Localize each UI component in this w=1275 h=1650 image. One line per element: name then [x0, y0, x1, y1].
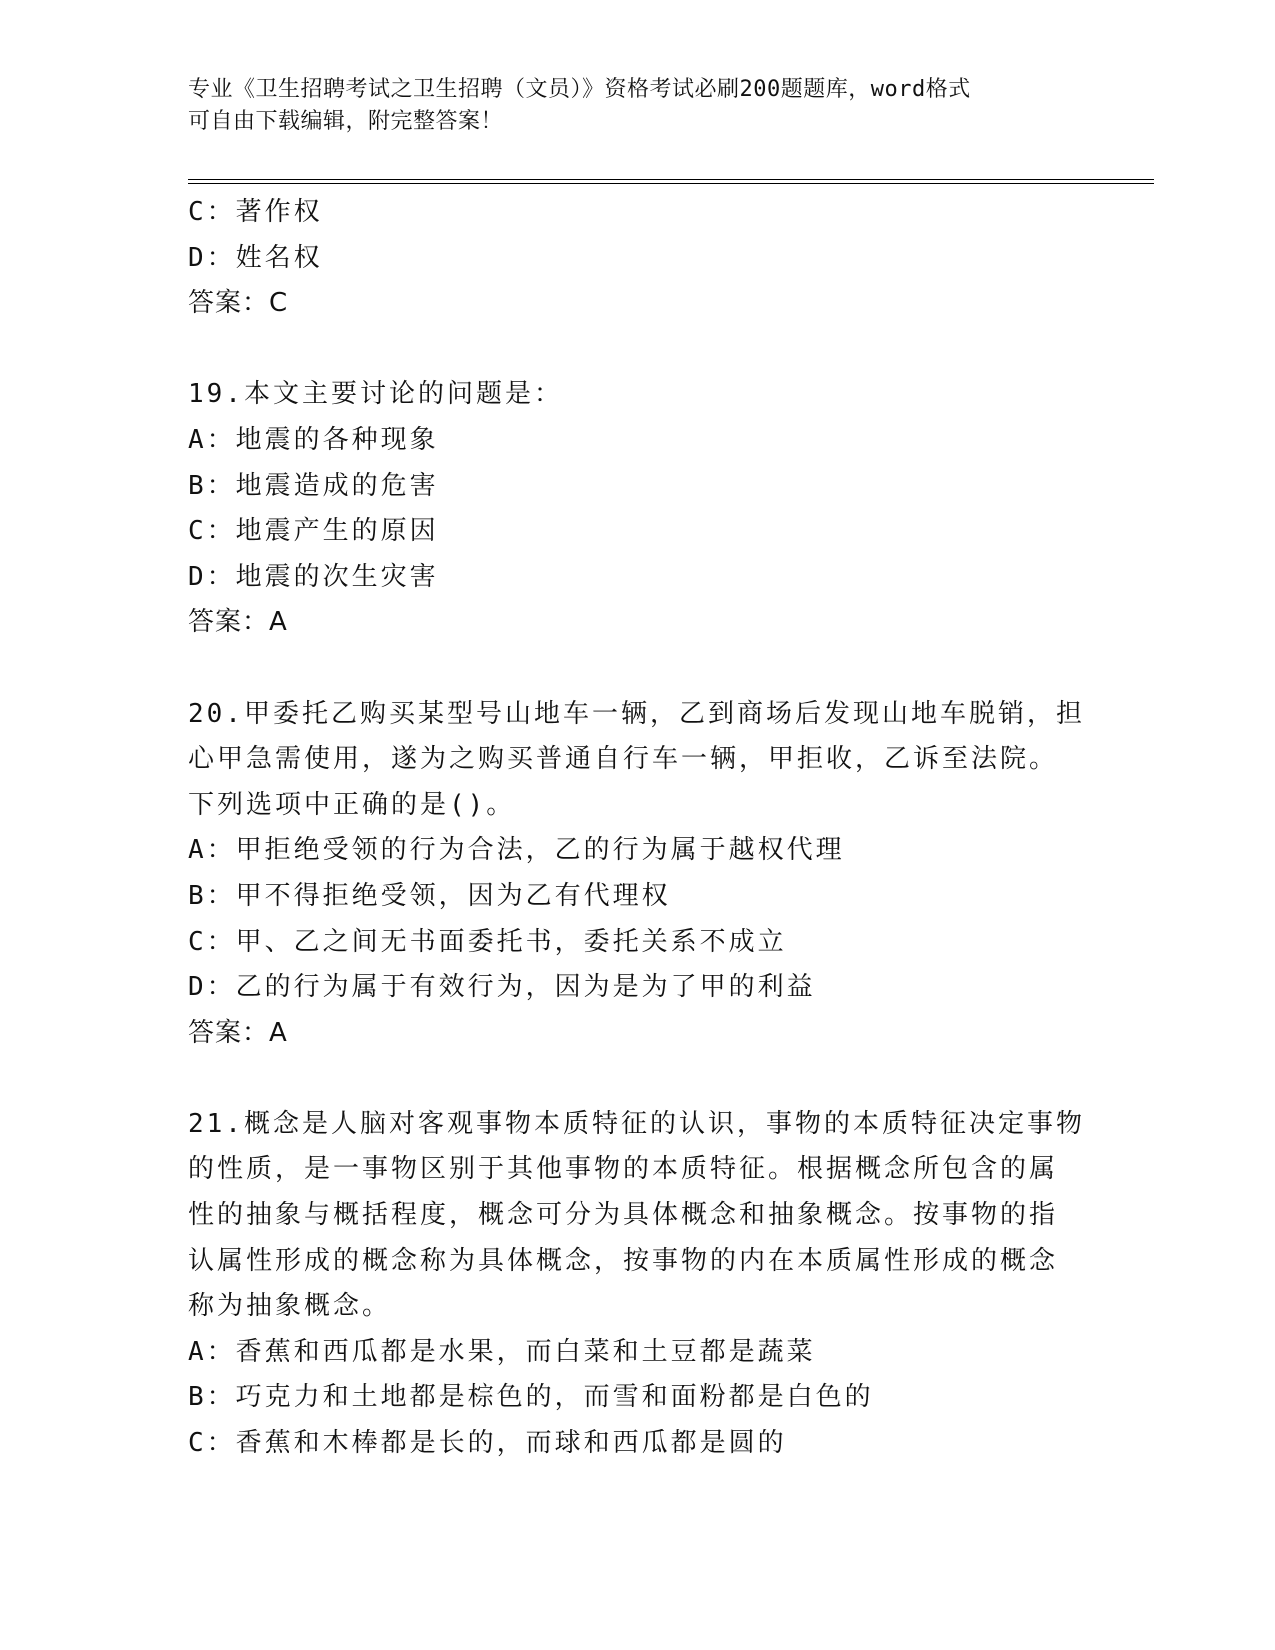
option-a: A：甲拒绝受领的行为合法，乙的行为属于越权代理 [188, 835, 845, 866]
option-b: B：甲不得拒绝受领，因为乙有代理权 [188, 880, 671, 911]
question-stem-line: 心甲急需使用，遂为之购买普通自行车一辆，甲拒收，乙诉至法院。 [188, 744, 1059, 775]
question-stem-line: 认属性形成的概念称为具体概念，按事物的内在本质属性形成的概念 [188, 1245, 1059, 1276]
answer-line: 答案：A [188, 1017, 288, 1048]
option-a: A：地震的各种现象 [188, 424, 439, 455]
answer-line: 答案：A [188, 607, 288, 638]
question-stem-line: 的性质，是一事物区别于其他事物的本质特征。根据概念所包含的属 [188, 1154, 1059, 1185]
question-stem-line: 下列选项中正确的是()。 [188, 789, 516, 820]
question-19 [188, 372, 1078, 646]
header-line-1: 专业《卫生招聘考试之卫生招聘（文员）》资格考试必刷200题题库，word格式 [188, 77, 971, 102]
question-stem-line: 20.甲委托乙购买某型号山地车一辆，乙到商场后发现山地车脱销，担 [188, 698, 1085, 729]
question-20 [188, 692, 1085, 1057]
option-b: B：地震造成的危害 [188, 470, 439, 501]
question-content [188, 190, 1085, 1467]
option-c: C：甲、乙之间无书面委托书，委托关系不成立 [188, 926, 787, 957]
question-21 [188, 1102, 1085, 1467]
question-stem-line: 19.本文主要讨论的问题是： [188, 379, 563, 410]
answer-line: 答案：C [188, 288, 289, 319]
question-stem-line: 性的抽象与概括程度，概念可分为具体概念和抽象概念。按事物的指 [188, 1200, 1059, 1231]
option-d: D：乙的行为属于有效行为，因为是为了甲的利益 [188, 972, 816, 1003]
question-stem-line: 21.概念是人脑对客观事物本质特征的认识，事物的本质特征决定事物 [188, 1108, 1085, 1139]
option-b: B：巧克力和土地都是棕色的，而雪和面粉都是白色的 [188, 1382, 874, 1413]
option-c: C：地震产生的原因 [188, 516, 439, 547]
option-d: D：地震的次生灾害 [188, 561, 439, 592]
option-c: C：香蕉和木棒都是长的，而球和西瓜都是圆的 [188, 1428, 787, 1459]
option-d: D：姓名权 [188, 242, 323, 273]
document-header [188, 74, 1068, 138]
header-rule-bottom [188, 183, 1154, 184]
option-a: A：香蕉和西瓜都是水果，而白菜和土豆都是蔬菜 [188, 1336, 816, 1367]
header-line-2: 可自由下载编辑，附完整答案！ [188, 109, 504, 134]
question-stem-line: 称为抽象概念。 [188, 1291, 392, 1322]
option-c: C：著作权 [188, 197, 323, 227]
continued-question [188, 190, 1078, 327]
header-rule-top [188, 179, 1154, 180]
